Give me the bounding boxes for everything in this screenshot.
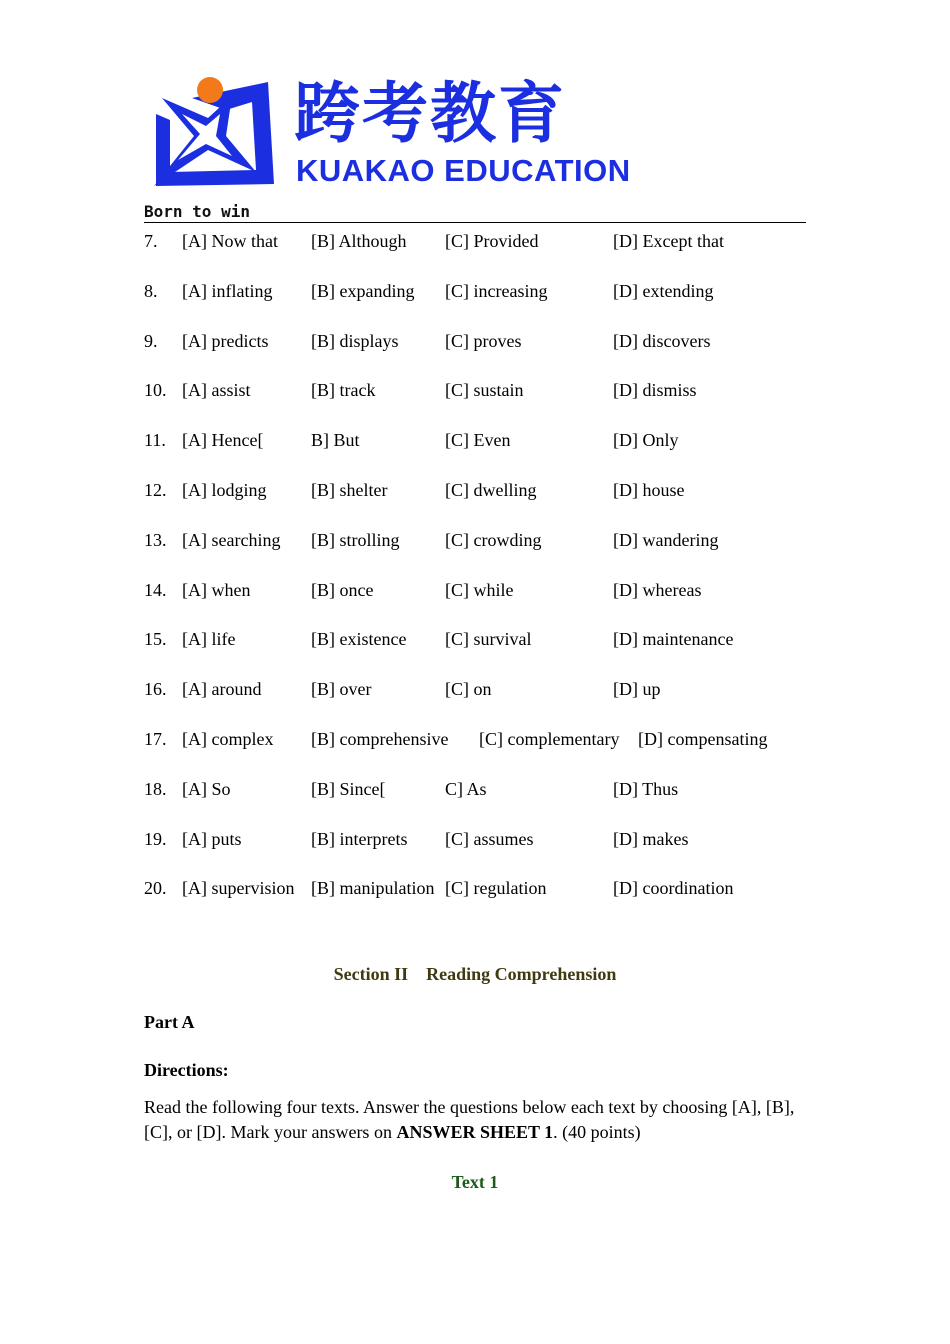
question-number: 13. — [144, 529, 167, 550]
option-d: [D] whereas — [613, 579, 702, 600]
page-header — [144, 70, 806, 225]
question-row — [144, 229, 806, 279]
question-row — [144, 279, 806, 329]
option-b: [B] manipulation — [311, 878, 435, 899]
option-a: [A] So — [182, 778, 231, 799]
header-divider — [144, 222, 806, 223]
question-row — [144, 428, 806, 478]
question-number: 20. — [144, 878, 167, 899]
option-a: [A] Hence[ — [182, 430, 264, 451]
question-number: 19. — [144, 828, 167, 849]
option-c: [C] dwelling — [445, 479, 537, 500]
option-c: [C] on — [445, 679, 492, 700]
option-a: [A] when — [182, 579, 251, 600]
option-b: [B] displays — [311, 330, 399, 351]
question-number: 7. — [144, 231, 158, 251]
question-number: 16. — [144, 679, 167, 700]
directions-label: Directions: — [144, 1060, 229, 1080]
directions-text-before: Read the following four texts. Answer the questions below each text by choosing [A], [B], [C], or [D]. Mark your answers on — [144, 1097, 795, 1142]
option-c: [C] assumes — [445, 828, 534, 849]
logo-english-text: KUAKAO EDUCATION — [296, 153, 631, 188]
option-c: [C] Even — [445, 430, 511, 451]
option-c: [C] regulation — [445, 878, 547, 899]
question-number: 12. — [144, 479, 167, 500]
option-a: [A] supervision — [182, 878, 295, 899]
option-d: [D] dismiss — [613, 380, 697, 401]
question-row — [144, 528, 806, 578]
question-row — [144, 378, 806, 428]
part-heading: Part A — [144, 1012, 195, 1032]
option-b: [B] interprets — [311, 828, 408, 849]
option-b: [B] once — [311, 579, 374, 600]
answer-sheet-label: ANSWER SHEET 1 — [396, 1122, 554, 1142]
option-b: [B] existence — [311, 629, 407, 650]
option-d: [D] extending — [613, 280, 714, 301]
option-c: [C] proves — [445, 330, 522, 351]
option-a: [A] inflating — [182, 280, 273, 301]
option-d: [D] wandering — [613, 529, 719, 550]
option-a: [A] puts — [182, 828, 242, 849]
directions-text — [144, 1095, 808, 1145]
option-b: [B] Since[ — [311, 778, 386, 799]
question-row — [144, 677, 806, 727]
option-a: [A] searching — [182, 529, 281, 550]
option-b: B] But — [311, 430, 360, 451]
option-a: [A] complex — [182, 728, 274, 749]
question-number: 14. — [144, 579, 167, 600]
option-b: [B] shelter — [311, 479, 388, 500]
question-number: 15. — [144, 629, 167, 650]
question-row — [144, 827, 806, 877]
question-row — [144, 727, 806, 777]
option-d: [D] up — [613, 679, 661, 700]
option-d: [D] coordination — [613, 878, 734, 899]
option-d: [D] maintenance — [613, 629, 734, 650]
option-b: [B] expanding — [311, 280, 415, 301]
option-d: [D] compensating — [638, 728, 768, 749]
option-a: [A] life — [182, 629, 236, 650]
option-c: [C] increasing — [445, 280, 548, 301]
kuakao-logo-icon — [148, 74, 282, 192]
text-title: Text 1 — [451, 1172, 499, 1192]
option-c: [C] sustain — [445, 380, 524, 401]
option-d: [D] house — [613, 479, 685, 500]
question-row — [144, 876, 806, 926]
option-a: [A] assist — [182, 380, 251, 401]
option-c: [C] Provided — [445, 231, 539, 251]
question-row — [144, 578, 806, 628]
logo-chinese-text: 跨考教育 — [294, 75, 566, 152]
option-a: [A] Now that — [182, 231, 278, 251]
question-number: 9. — [144, 330, 158, 351]
option-b: [B] Although — [311, 231, 407, 251]
option-c: [C] while — [445, 579, 514, 600]
option-d: [D] discovers — [613, 330, 711, 351]
question-number: 18. — [144, 778, 167, 799]
section-heading: Section II Reading Comprehension — [333, 964, 617, 984]
option-a: [A] predicts — [182, 330, 269, 351]
question-row — [144, 777, 806, 827]
question-row — [144, 329, 806, 379]
question-list — [144, 229, 806, 926]
option-a: [A] lodging — [182, 479, 267, 500]
option-d: [D] Only — [613, 430, 679, 451]
directions-text-after: . (40 points) — [553, 1122, 641, 1142]
question-row — [144, 627, 806, 677]
tagline: Born to win — [144, 202, 250, 221]
option-d: [D] Thus — [613, 778, 679, 799]
question-number: 11. — [144, 430, 166, 451]
option-a: [A] around — [182, 679, 262, 700]
option-c: [C] complementary — [479, 728, 620, 749]
question-number: 8. — [144, 280, 158, 301]
option-b: [B] comprehensive — [311, 728, 449, 749]
question-number: 17. — [144, 728, 167, 749]
option-b: [B] strolling — [311, 529, 400, 550]
option-d: [D] makes — [613, 828, 689, 849]
option-b: [B] over — [311, 679, 372, 700]
option-d: [D] Except that — [613, 231, 724, 251]
option-b: [B] track — [311, 380, 376, 401]
question-number: 10. — [144, 380, 167, 401]
question-row — [144, 478, 806, 528]
option-c: [C] survival — [445, 629, 532, 650]
option-c: [C] crowding — [445, 529, 542, 550]
option-c: C] As — [445, 778, 487, 799]
